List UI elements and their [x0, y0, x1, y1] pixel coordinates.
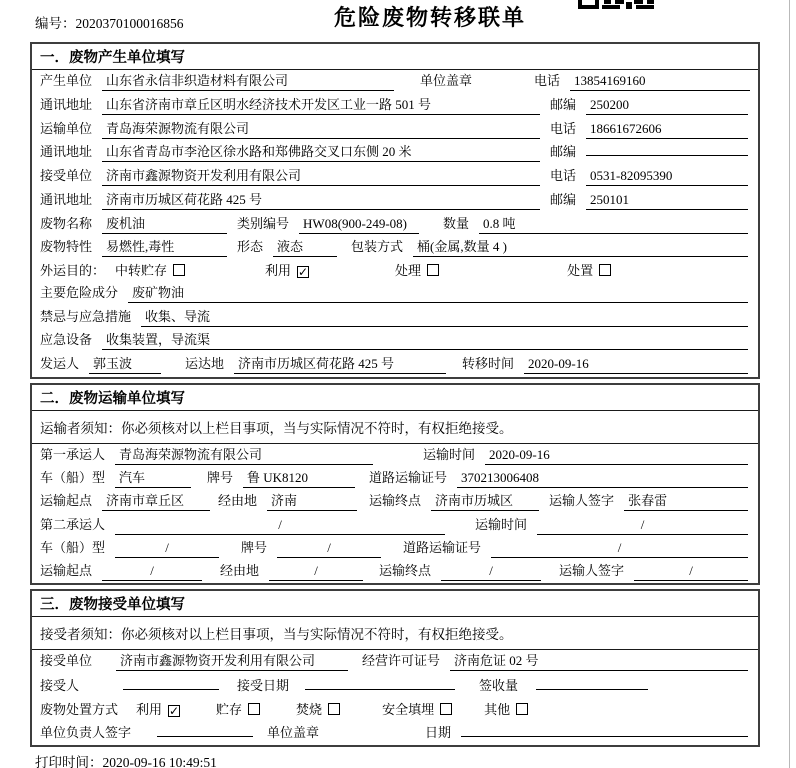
- receiver-phone-value: 0531-82095390: [586, 168, 748, 186]
- transporter-zip-value: [586, 141, 748, 156]
- transporter-zip-label: 邮编: [550, 144, 577, 160]
- transfer-time-label: 转移时间: [462, 356, 515, 372]
- via1-label: 经由地: [218, 493, 258, 509]
- producer-phone-value: 13854169160: [570, 73, 750, 91]
- purpose-option-utilize: [265, 260, 309, 279]
- form-row-emergency-equipment: [32, 329, 758, 353]
- print-time-label: 打印时间：: [35, 755, 103, 768]
- checkbox-dispose: [599, 264, 611, 276]
- hazard-value: 废矿物油: [128, 282, 748, 303]
- receiver-label: 接受单位: [40, 168, 93, 184]
- vehicle2-value: /: [115, 540, 219, 558]
- hazard-label: 主要危险成分: [40, 284, 119, 300]
- plate2-label: 牌号: [241, 539, 268, 555]
- disposal-option-incinerate: [296, 699, 340, 718]
- section-producer-rows: [32, 70, 758, 377]
- sign1-value: 张春雷: [624, 490, 748, 511]
- producer-address-label: 通讯地址: [40, 96, 93, 112]
- checkbox-transfer-storage: [173, 264, 185, 276]
- serial-number-line: [35, 12, 184, 32]
- checkbox-utilize: ✓: [298, 265, 309, 280]
- disposal-method-label: 废物处置方式: [40, 701, 119, 717]
- unit-seal-label: 单位盖章: [267, 724, 320, 740]
- checkbox-disposal-utilize: ✓: [169, 703, 180, 718]
- purpose-option-transfer-storage: [115, 260, 185, 279]
- form-row-route2: [32, 560, 758, 583]
- waste-code-label: 类别编号: [237, 215, 290, 231]
- waste-name-label: 废物名称: [40, 215, 93, 231]
- section-transport-rows: [32, 444, 758, 583]
- dispatcher-value: 郭玉波: [89, 353, 161, 374]
- receiver-value: 济南市鑫源物资开发利用有限公司: [102, 165, 540, 186]
- carrier1-time-label: 运输时间: [423, 447, 476, 462]
- purpose-option-dispose: [567, 260, 611, 279]
- checkbox-disposal-landfill: [440, 703, 452, 715]
- serial-label: 编号：: [35, 16, 76, 31]
- form-row-disposal-method: [32, 699, 758, 722]
- form-row-producer-address: [32, 94, 758, 118]
- accept-person-value: [123, 675, 219, 690]
- waste-trait-label: 废物特性: [40, 239, 93, 255]
- road-license1-value: 370213006408: [457, 470, 748, 488]
- waste-code-value: HW08(900-249-08): [299, 216, 419, 234]
- transporter-phone-label: 电话: [550, 120, 577, 136]
- origin2-value: /: [102, 563, 202, 581]
- receiver-zip-value: 250101: [586, 192, 748, 210]
- form-row-producer: [32, 70, 758, 94]
- section-producer: [30, 42, 760, 379]
- destination-label: 运达地: [185, 356, 225, 372]
- receiver-zip-label: 邮编: [550, 191, 577, 207]
- emergency-equipment-value: 收集装置，导流渠: [102, 329, 748, 350]
- plate1-label: 牌号: [207, 470, 234, 486]
- producer-address-value: 山东省济南市章丘区明水经济技术开发区工业一路 501 号: [102, 94, 540, 115]
- waste-trait-value: 易燃性,毒性: [102, 236, 227, 257]
- disposal-option-store: [216, 699, 260, 718]
- purpose-option-label: 处理: [395, 263, 422, 279]
- operating-license-value: 济南危证 02 号: [450, 650, 748, 671]
- end1-label: 运输终点: [369, 493, 422, 509]
- waste-pack-value: 桶(金属,数量 4 ): [413, 236, 748, 257]
- form-row-waste-name: [32, 213, 758, 237]
- form-row-dispatch: [32, 353, 758, 377]
- form-row-carrier1: [32, 444, 758, 467]
- vehicle1-value: 汽车: [115, 467, 191, 488]
- disposal-option-utilize: [136, 699, 180, 718]
- responsible-sign-label: 单位负责人签字: [40, 724, 132, 740]
- purpose-option-treat: [395, 260, 439, 279]
- section-acceptance: [30, 589, 760, 747]
- plate2-value: /: [277, 540, 381, 558]
- emergency-measures-label: 禁忌与应急措施: [40, 308, 132, 324]
- vehicle2-label: 车（船）型: [40, 539, 106, 555]
- dispatcher-label: 发运人: [40, 356, 80, 372]
- received-amount-label: 签收量: [479, 678, 519, 694]
- checkbox-treat: [427, 264, 439, 276]
- accept-person-label: 接受人: [40, 678, 80, 694]
- sign2-label: 运输人签字: [559, 562, 625, 578]
- producer-label: 产生单位: [40, 73, 93, 88]
- end2-label: 运输终点: [379, 562, 432, 578]
- purpose-option-label: 中转贮存: [115, 263, 168, 279]
- producer-value: 山东省永信非织造材料有限公司: [102, 70, 394, 91]
- form-row-accept-person: [32, 675, 758, 698]
- carrier2-time-label: 运输时间: [475, 516, 528, 532]
- transfer-time-value: 2020-09-16: [524, 356, 748, 374]
- via2-value: /: [269, 563, 363, 581]
- disposal-option-label: 焚烧: [296, 701, 323, 717]
- origin2-label: 运输起点: [40, 562, 93, 578]
- road-license2-label: 道路运输证号: [403, 539, 482, 555]
- transporter-phone-value: 18661672606: [586, 121, 748, 139]
- checkbox-disposal-other: [516, 703, 528, 715]
- accept-unit-label: 接受单位: [40, 653, 93, 668]
- emergency-equipment-label: 应急设备: [40, 332, 93, 348]
- acceptance-notice: 接受者须知：你必须核对以上栏目事项，当与实际情况不符时，有权拒绝接受。: [32, 617, 758, 650]
- signoff-date-label: 日期: [425, 724, 452, 740]
- waste-name-value: 废机油: [102, 213, 227, 234]
- vehicle1-label: 车（船）型: [40, 470, 106, 486]
- accept-date-value: [305, 675, 455, 690]
- section-transport: [30, 383, 760, 585]
- sign1-label: 运输人签字: [549, 493, 615, 509]
- carrier2-label: 第二承运人: [40, 516, 106, 532]
- transport-notice: 运输者须知：你必须核对以上栏目事项，当与实际情况不符时，有权拒绝接受。: [32, 411, 758, 444]
- carrier2-time-value: /: [537, 517, 748, 535]
- print-time-value: 2020-09-16 10:49:51: [102, 755, 217, 768]
- form-row-transport-purpose: [32, 260, 758, 282]
- producer-zip-value: 250200: [586, 97, 748, 115]
- page-edge-divider: [789, 0, 790, 768]
- form-row-transporter: [32, 118, 758, 142]
- form-row-emergency-measures: [32, 306, 758, 330]
- serial-value: 2020370100016856: [75, 16, 184, 31]
- form-row-route1: [32, 490, 758, 513]
- plate1-value: 鲁 UK8120: [243, 467, 355, 488]
- page-title: 危险废物转移联单: [334, 5, 527, 30]
- form-row-carrier2: [32, 514, 758, 537]
- form-row-waste-trait: [32, 236, 758, 260]
- waste-form-value: 液态: [273, 236, 337, 257]
- carrier1-label: 第一承运人: [40, 447, 106, 462]
- disposal-option-label: 利用: [136, 701, 163, 717]
- responsible-sign-value: [157, 722, 253, 737]
- road-license1-label: 道路运输证号: [369, 470, 448, 486]
- qr-code-fragment: [578, 0, 654, 9]
- origin1-label: 运输起点: [40, 493, 93, 509]
- section-transport-title: 二．废物运输单位填写: [32, 385, 758, 411]
- section-acceptance-rows: [32, 650, 758, 745]
- disposal-option-label: 其他: [484, 701, 511, 717]
- transporter-label: 运输单位: [40, 120, 93, 136]
- checkbox-disposal-incinerate: [328, 703, 340, 715]
- disposal-option-landfill: [382, 699, 452, 718]
- waste-form-label: 形态: [237, 239, 264, 255]
- waste-pack-label: 包装方式: [351, 239, 404, 255]
- form-row-vehicle2: [32, 537, 758, 560]
- seal-label: 单位盖章: [420, 73, 473, 88]
- disposal-option-label: 安全填埋: [382, 701, 435, 717]
- transporter-value: 青岛海荣源物流有限公司: [102, 118, 540, 139]
- form-row-vehicle1: [32, 467, 758, 490]
- operating-license-label: 经营许可证号: [362, 653, 441, 668]
- purpose-label: 外运目的：: [40, 263, 106, 279]
- carrier1-value: 青岛海荣源物流有限公司: [115, 444, 373, 465]
- disposal-option-label: 贮存: [216, 701, 243, 717]
- form-row-transporter-address: [32, 141, 758, 165]
- accept-date-label: 接受日期: [237, 678, 290, 694]
- emergency-measures-value: 收集、导流: [141, 306, 748, 327]
- disposal-option-other: [484, 699, 528, 718]
- transporter-address-label: 通讯地址: [40, 144, 93, 160]
- receiver-phone-label: 电话: [550, 168, 577, 184]
- purpose-option-label: 利用: [265, 263, 292, 279]
- destination-value: 济南市历城区荷花路 425 号: [234, 353, 446, 374]
- carrier1-time-value: 2020-09-16: [485, 447, 748, 465]
- producer-zip-label: 邮编: [550, 96, 577, 112]
- waste-qty-label: 数量: [443, 215, 470, 231]
- receiver-address-label: 通讯地址: [40, 191, 93, 207]
- form-row-accept-unit: [32, 650, 758, 675]
- road-license2-value: /: [491, 540, 748, 558]
- end1-value: 济南市历城区: [431, 490, 539, 511]
- form-row-hazard: [32, 282, 758, 306]
- accept-unit-value: 济南市鑫源物资开发利用有限公司: [116, 650, 348, 671]
- origin1-value: 济南市章丘区: [102, 490, 210, 511]
- form-row-receiver: [32, 165, 758, 189]
- producer-phone-label: 电话: [533, 73, 560, 88]
- form-row-receiver-address: [32, 189, 758, 213]
- receiver-address-value: 济南市历城区荷花路 425 号: [102, 189, 540, 210]
- via1-value: 济南: [267, 490, 357, 511]
- waste-qty-value: 0.8 吨: [479, 213, 748, 234]
- via2-label: 经由地: [220, 562, 260, 578]
- section-acceptance-title: 三．废物接受单位填写: [32, 591, 758, 617]
- signoff-date-value: [461, 722, 748, 737]
- section-producer-title: 一．废物产生单位填写: [32, 44, 758, 70]
- end2-value: /: [441, 563, 541, 581]
- sign2-value: /: [634, 563, 748, 581]
- purpose-option-label: 处置: [567, 263, 594, 279]
- checkbox-disposal-store: [248, 703, 260, 715]
- transporter-address-value: 山东省青岛市李沧区徐水路和郑佛路交叉口东侧 20 米: [102, 141, 540, 162]
- form-row-signoff: [32, 722, 758, 745]
- received-amount-value: [536, 675, 648, 690]
- print-time-line: [35, 751, 217, 768]
- carrier2-value: /: [115, 517, 445, 535]
